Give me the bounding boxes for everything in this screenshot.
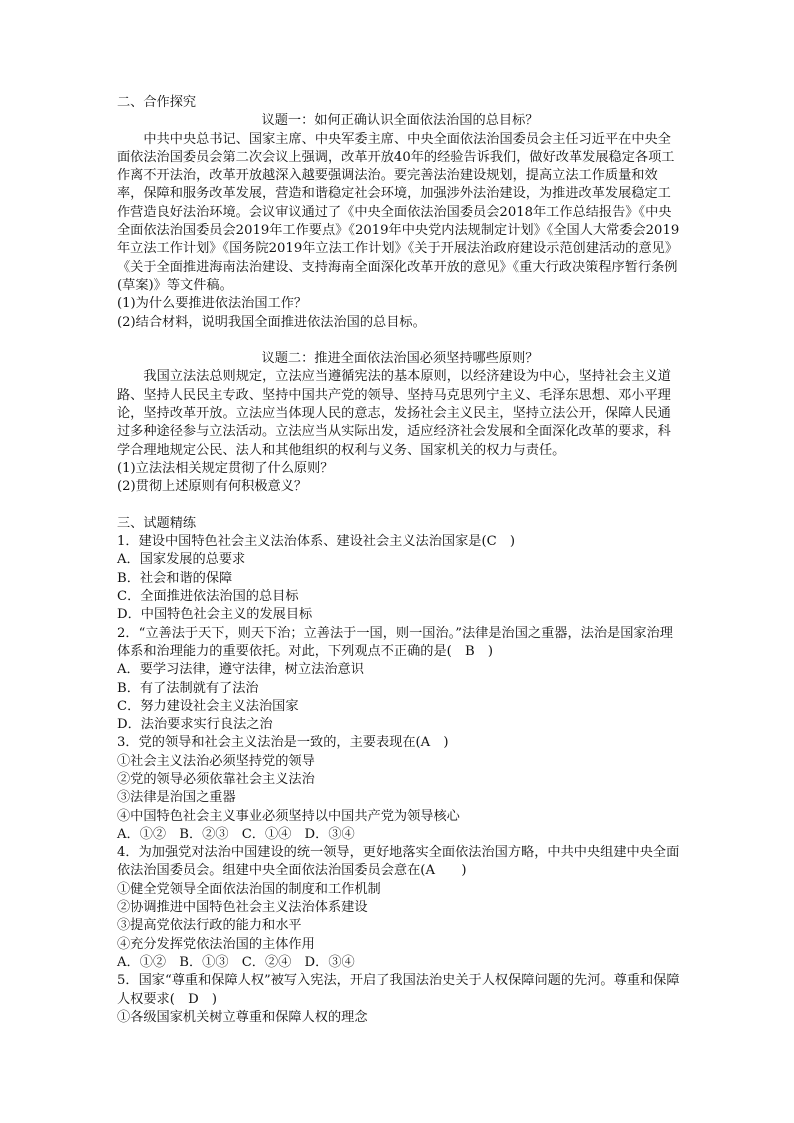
topic1-question-1: (1)为什么要推进依法治国工作？ [117, 296, 308, 312]
question-5-option: ①各级国家机关树立尊重和保障人权的理念 [117, 1009, 368, 1025]
question-2-option: C．努力建设社会主义法治国家 [117, 698, 299, 714]
question-2-option: A．要学习法律，遵守法律，树立法治意识 [117, 662, 364, 678]
question-1-stem: 1．建设中国特色社会主义法治体系、建设社会主义法治国家是(C ) [117, 534, 516, 550]
question-3-option: ②党的领导必须依靠社会主义法治 [117, 771, 315, 787]
question-2-stem: 2．“立善法于天下，则天下治；立善法于一国，则一国治。”法律是治国之重器，法治是国家治理体系和治理能力的重要依托。对此，下列观点不正确的是( B ) [117, 625, 673, 659]
question-5-stem: 5．国家“尊重和保障人权”被写入宪法，开启了我国法治史关于人权保障问题的先河。尊重和保障人权要求( D ) [117, 973, 680, 1007]
topic2-paragraph: 我国立法法总则规定，立法应当遵循宪法的基本原则，以经济建设为中心，坚持社会主义道路、坚持人民民主专政、坚持中国共产党的领导、坚持马克思列宁主义、毛泽东思想、邓小平理论，坚持改革开放。立法应当体现人民的意志，发扬社会主义民主，坚持立法公开，保障人民通过多种途径参与立法活动。立法应当从实际出发，适应经济社会发展和全面深化改革的要求，科学合理地规定公民、法人和其他组织的权利与义务、国家机关的权力与责任。 [117, 369, 671, 458]
question-2-option: D．法治要求实行良法之治 [117, 717, 273, 733]
question-1-option: A．国家发展的总要求 [117, 552, 246, 568]
question-4-option: ①健全党领导全面依法治国的制度和工作机制 [117, 881, 381, 897]
topic1-paragraph: 中共中央总书记、国家主席、中央军委主席、中央全面依法治国委员会主任习近平在中央全面依法治国委员会第二次会议上强调，改革开放40年的经验告诉我们，做好改革发展稳定各项工作离不开法治，改革开放越深入越要强调法治。要完善法治建设规划，提高立法工作质量和效率，保障和服务改革发展，营造和谐稳定社会环境，加强涉外法治建设，为推进改革发展稳定工作营造良好法治环境。会议审议通过了《中央全面依法治国委员会2018年工作总结报告》《中央全面依法治国委员会2019年工作要点》《2019年中央党内法规制定计划》《全国人大常委会2019年立法工作计划》《国务院2019年立法工作计划》《关于开展法治政府建设示范创建活动的意见》《关于全面推进海南法治建设、支持海南全面深化改革开放的意见》《重大行政决策程序暂行条例(草案)》等文件稿。 [117, 131, 680, 293]
section-heading-exercises: 三、试题精练 [117, 515, 197, 531]
question-3-option: ③法律是治国之重器 [117, 790, 236, 806]
question-1-option: C．全面推进依法治国的总目标 [117, 589, 299, 605]
question-4-option: ③提高党依法行政的能力和水平 [117, 918, 302, 934]
question-4-stem: 4．为加强党对法治中国建设的统一领导，更好地落实全面依法治国方略，中共中央组建中央全面依法治国委员会。组建中央全面依法治国委员会意在(A ) [117, 845, 680, 879]
topic1-title: 议题一：如何正确认识全面依法治国的总目标？ [261, 113, 539, 129]
question-4-option: ④充分发挥党依法治国的主体作用 [117, 936, 315, 952]
document-page [117, 94, 683, 1027]
question-2-option: B．有了法制就有了法治 [117, 680, 259, 696]
topic2-question-1: (1)立法法相关规定贯彻了什么原则？ [117, 460, 334, 476]
topic1-question-2: (2)结合材料，说明我国全面推进依法治国的总目标。 [117, 314, 426, 330]
question-4-option: ②协调推进中国特色社会主义法治体系建设 [117, 900, 368, 916]
question-1-option: D．中国特色社会主义的发展目标 [117, 607, 313, 623]
section-heading-cooperation: 二、合作探究 [117, 95, 197, 110]
question-3-option: ④中国特色社会主义事业必须坚持以中国共产党为领导核心 [117, 808, 460, 824]
question-1-option: B．社会和谐的保障 [117, 570, 233, 586]
question-3-option: ①社会主义法治必须坚持党的领导 [117, 753, 315, 769]
question-4-choices: A．①② B．①③ C．②④ D．③④ [117, 954, 355, 970]
topic2-title: 议题二：推进全面依法治国必须坚持哪些原则？ [261, 351, 539, 367]
topic2-question-2: (2)贯彻上述原则有何积极意义？ [117, 479, 308, 495]
question-3-choices: A．①② B．②③ C．①④ D．③④ [117, 826, 355, 842]
question-3-stem: 3．党的领导和社会主义法治是一致的，主要表现在(A ) [117, 735, 449, 751]
